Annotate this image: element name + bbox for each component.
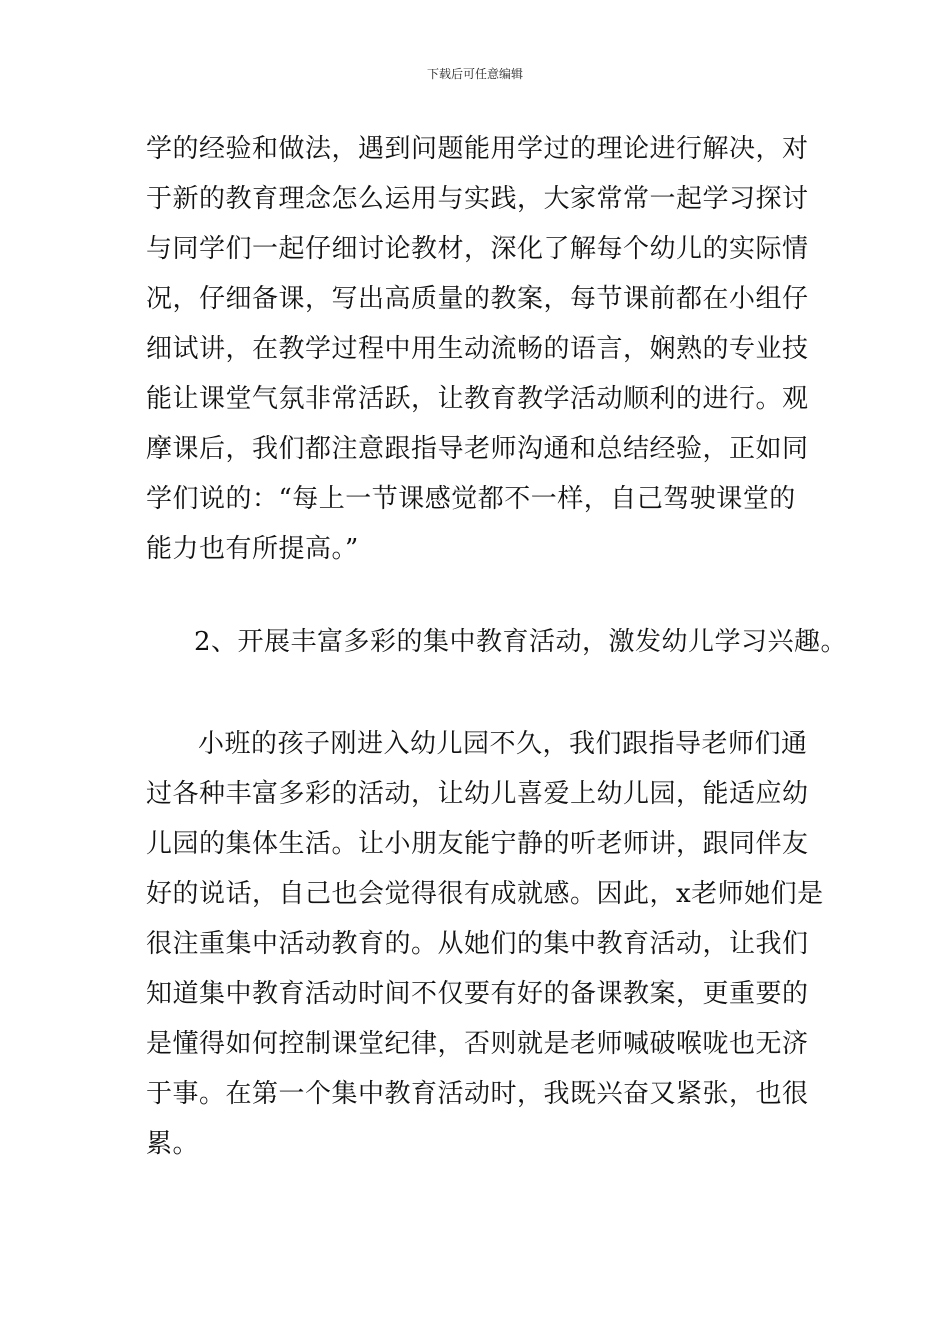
paragraph-line: 于新的教育理念怎么运用与实践，大家常常一起学习探讨 (146, 184, 809, 214)
paragraph-line: 知道集中教育活动时间不仅要有好的备课教案，更重要的 (146, 979, 809, 1009)
paragraph-line: 很注重集中活动教育的。从她们的集中教育活动，让我们 (146, 929, 809, 959)
paragraph-line: 是懂得如何控制课堂纪律，否则就是老师喊破喉咙也无济 (146, 1029, 809, 1059)
paragraph-line: 与同学们一起仔细讨论教材，深化了解每个幼儿的实际情 (146, 234, 809, 264)
paragraph-line: 儿园的集体生活。让小朋友能宁静的听老师讲，跟同伴友 (146, 829, 809, 859)
paragraph-line: 累。 (146, 1129, 200, 1159)
paragraph-line: 况，仔细备课，写出高质量的教案，每节课前都在小组仔 (146, 284, 809, 314)
section-heading: 2、开展丰富多彩的集中教育活动，激发幼儿学习兴趣。 (194, 627, 848, 657)
page-header: 下载后可任意编辑 (426, 67, 523, 81)
paragraph-line: 能力也有所提高。” (146, 534, 359, 564)
paragraph-line: 细试讲，在教学过程中用生动流畅的语言，娴熟的专业技 (146, 334, 809, 364)
paragraph-line: 能让课堂气氛非常活跃，让教育教学活动顺利的进行。观 (146, 384, 809, 414)
paragraph-line: 学的经验和做法，遇到问题能用学过的理论进行解决，对 (146, 134, 809, 164)
paragraph-line: 于事。在第一个集中教育活动时，我既兴奋又紧张，也很 (146, 1079, 809, 1109)
paragraph-line: 摩课后，我们都注意跟指导老师沟通和总结经验，正如同 (146, 434, 809, 464)
paragraph-line: 过各种丰富多彩的活动，让幼儿喜爱上幼儿园，能适应幼 (146, 779, 809, 809)
body-paragraph-1 (146, 124, 846, 574)
paragraph-line: 学们说的：“每上一节课感觉都不一样，自己驾驶课堂的 (146, 484, 796, 514)
body-paragraph-2 (146, 719, 846, 1169)
paragraph-line: 好的说话，自己也会觉得很有成就感。因此，x老师她们是 (146, 879, 824, 909)
paragraph-line: 小班的孩子刚进入幼儿园不久，我们跟指导老师们通 (198, 729, 808, 759)
